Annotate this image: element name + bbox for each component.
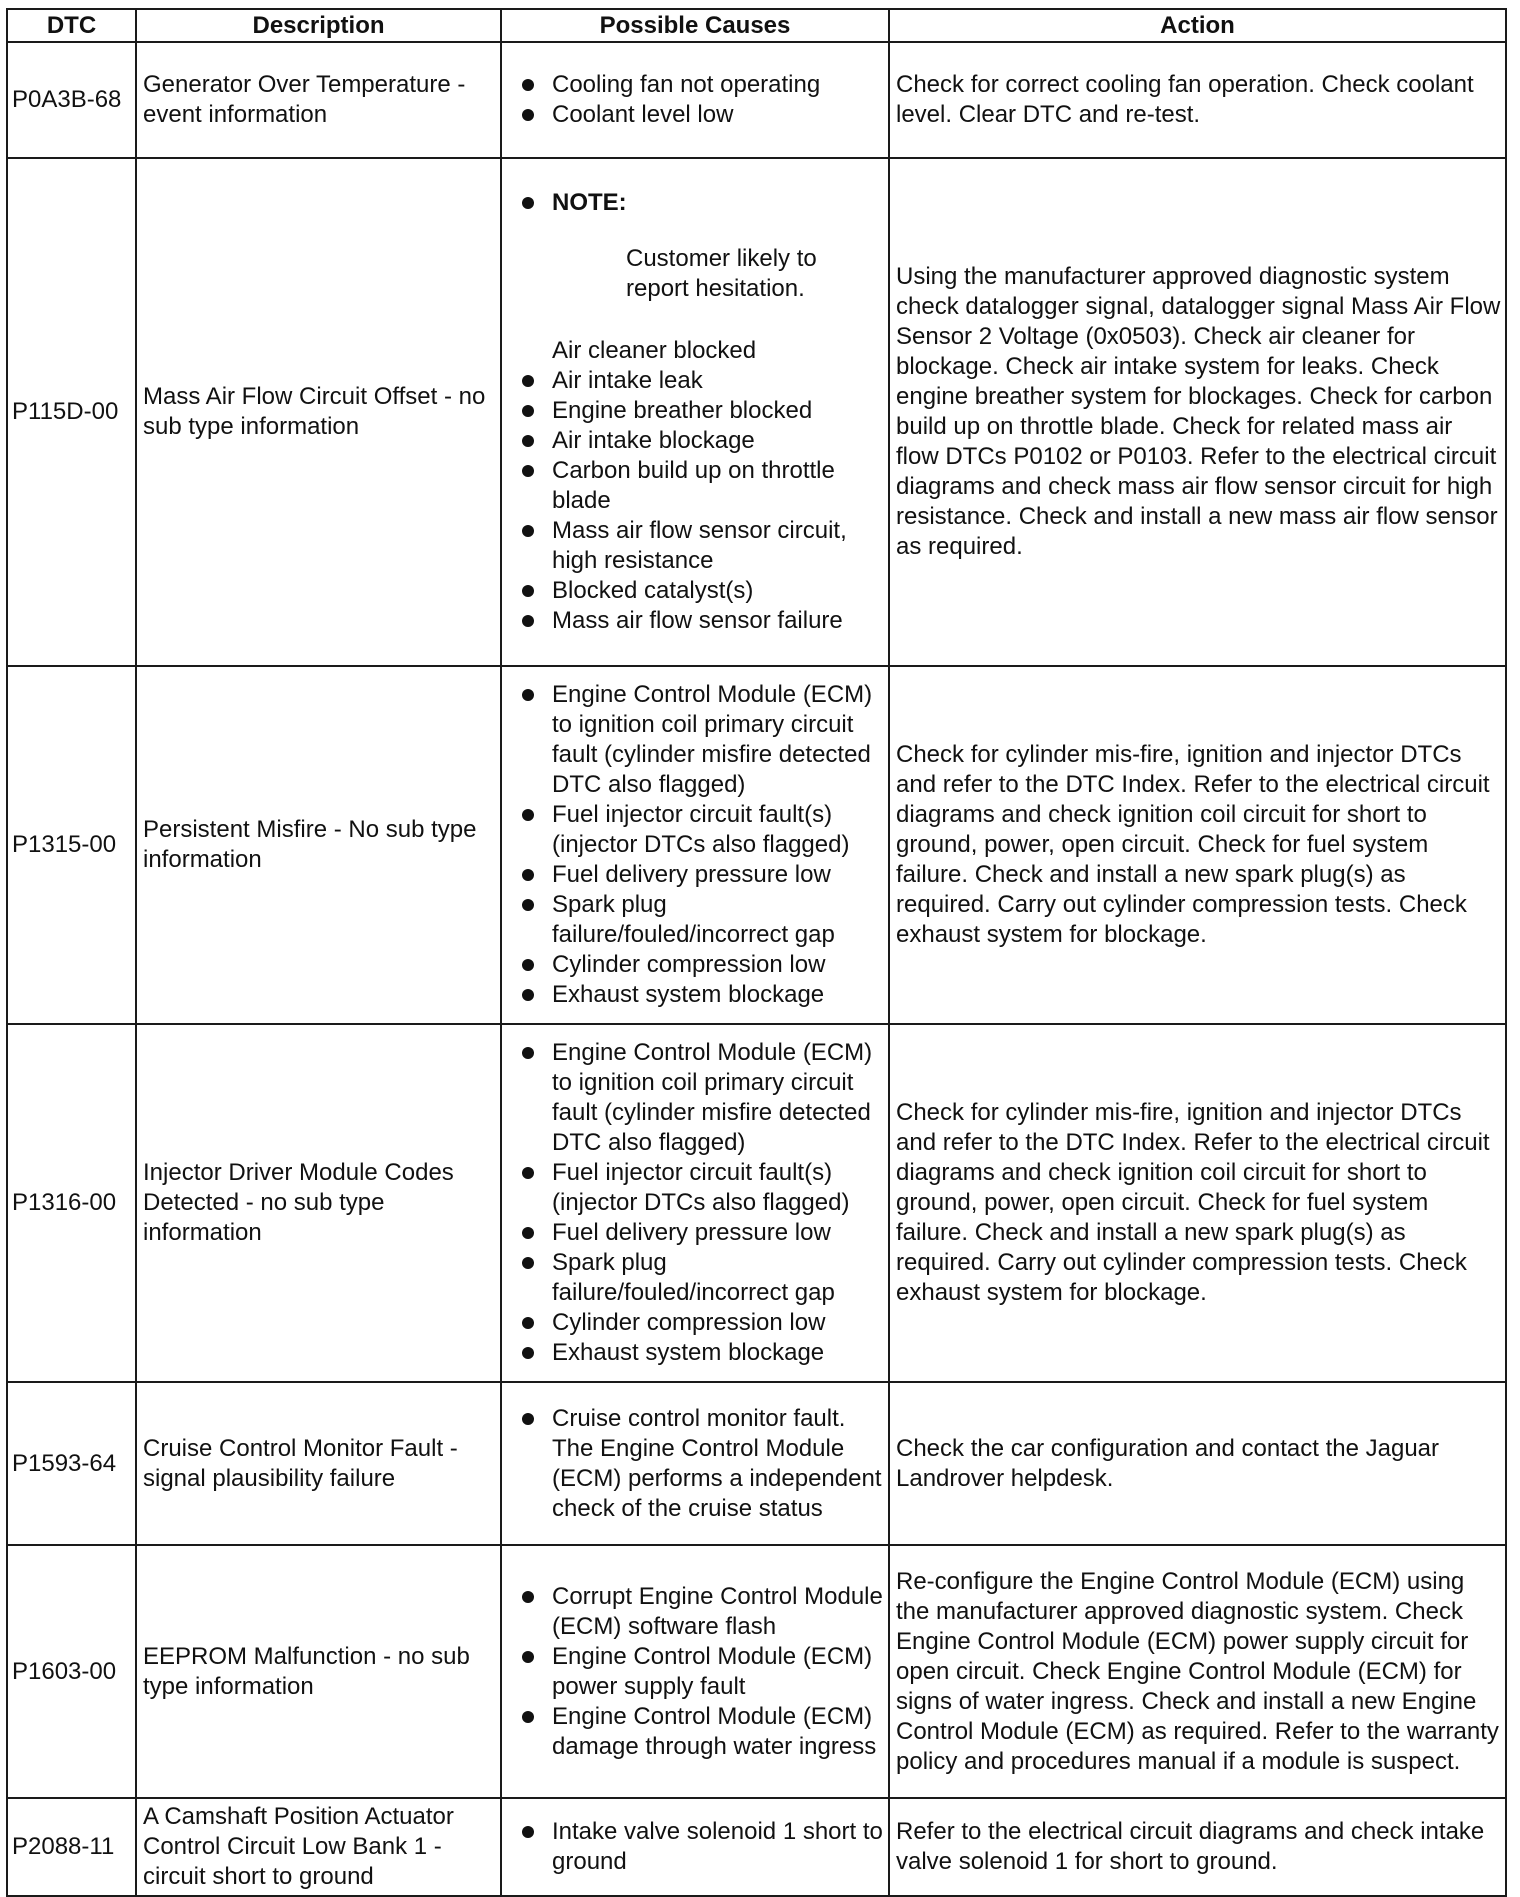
dtc-action: Check for correct cooling fan operation. Check coolant level. Clear DTC and re-test. xyxy=(889,42,1506,158)
dtc-description: Cruise Control Monitor Fault - signal plausibility failure xyxy=(136,1382,501,1545)
dtc-action: Using the manufacturer approved diagnostic system check datalogger signal, datalogger signal Mass Air Flow Sensor 2 Voltage (0x0503). Check air cleaner for blockage. Check air intake system for leaks. Check engine breather system for blockages. Check for carbon build up on throttle blade. Check for related mass air flow DTCs P0102 or P0103. Refer to the electrical circuit diagrams and check mass air flow sensor circuit for high resistance. Check and install a new mass air flow sensor as required. xyxy=(889,158,1506,666)
table-row xyxy=(7,1545,1506,1798)
dtc-description: Generator Over Temperature - event information xyxy=(136,42,501,158)
dtc-description: A Camshaft Position Actuator Control Circuit Low Bank 1 - circuit short to ground xyxy=(136,1798,501,1896)
cause-item: Engine Control Module (ECM) power supply fault xyxy=(552,1642,884,1702)
header-dtc: DTC xyxy=(7,9,136,42)
possible-causes xyxy=(501,1798,889,1896)
cause-item: Mass air flow sensor failure xyxy=(552,606,884,636)
cause-item: Intake valve solenoid 1 short to ground xyxy=(552,1818,883,1875)
cause-item: Mass air flow sensor circuit, high resistance xyxy=(552,516,884,576)
possible-causes xyxy=(501,42,889,158)
dtc-code: P0A3B-68 xyxy=(7,42,136,158)
dtc-code: P115D-00 xyxy=(7,158,136,666)
table-row xyxy=(7,1024,1506,1382)
possible-causes xyxy=(501,1024,889,1382)
table-row xyxy=(7,1382,1506,1545)
dtc-description: Mass Air Flow Circuit Offset - no sub type information xyxy=(136,158,501,666)
table-row xyxy=(7,1798,1506,1896)
cause-item: Air intake leak xyxy=(552,366,884,396)
cause-item: Carbon build up on throttle blade xyxy=(552,456,884,516)
cause-item: Engine breather blocked xyxy=(552,396,884,426)
possible-causes xyxy=(501,1545,889,1798)
possible-causes xyxy=(501,1382,889,1545)
header-description: Description xyxy=(136,9,501,42)
possible-causes xyxy=(501,158,889,666)
cause-item: Cooling fan not operating xyxy=(552,70,884,100)
cause-item: Engine Control Module (ECM) to ignition coil primary circuit fault (cylinder misfire detected DTC also flagged) xyxy=(552,680,884,800)
cause-item: Coolant level low xyxy=(552,100,884,130)
dtc-action: Check the car configuration and contact the Jaguar Landrover helpdesk. xyxy=(889,1382,1506,1545)
dtc-action: Check for cylinder mis-fire, ignition and injector DTCs and refer to the DTC Index. Refer to the electrical circuit diagrams and check ignition coil circuit for short to ground, power, open circuit. Check for fuel system failure. Check and install a new spark plug(s) as required. Carry out cylinder compression tests. Check exhaust system for blockage. xyxy=(889,1024,1506,1382)
cause-item: Exhaust system blockage xyxy=(552,980,884,1010)
cause-item: Air intake blockage xyxy=(552,426,884,456)
cause-item: Fuel delivery pressure low xyxy=(552,1218,884,1248)
dtc-table-page xyxy=(6,8,1505,1897)
dtc-code: P1316-00 xyxy=(7,1024,136,1382)
cause-item: Engine Control Module (ECM) damage through water ingress xyxy=(552,1702,884,1762)
cause-item: Fuel injector circuit fault(s) (injector DTCs also flagged) xyxy=(552,1158,884,1218)
cause-item: Exhaust system blockage xyxy=(552,1338,884,1368)
header-possible-causes: Possible Causes xyxy=(501,9,889,42)
table-header-row xyxy=(7,9,1506,42)
cause-item: Blocked catalyst(s) xyxy=(552,576,884,606)
cause-item: Fuel delivery pressure low xyxy=(552,860,884,890)
dtc-table xyxy=(6,8,1507,1897)
cause-item: Air cleaner blocked xyxy=(552,337,757,364)
table-row xyxy=(7,42,1506,158)
dtc-description: Persistent Misfire - No sub type information xyxy=(136,666,501,1024)
dtc-description: EEPROM Malfunction - no sub type information xyxy=(136,1545,501,1798)
cause-item: Cruise control monitor fault. The Engine Control Module (ECM) performs a independent check of the cruise status xyxy=(552,1404,884,1524)
cause-item: Spark plug failure/fouled/incorrect gap xyxy=(552,890,884,950)
cause-item: Cylinder compression low xyxy=(552,950,884,980)
possible-causes xyxy=(501,666,889,1024)
header-action: Action xyxy=(889,9,1506,42)
dtc-action: Refer to the electrical circuit diagrams and check intake valve solenoid 1 for short to ground. xyxy=(889,1798,1506,1896)
dtc-code: P1593-64 xyxy=(7,1382,136,1545)
cause-item: Spark plug failure/fouled/incorrect gap xyxy=(552,1248,884,1308)
table-row xyxy=(7,666,1506,1024)
cause-item: Fuel injector circuit fault(s) (injector DTCs also flagged) xyxy=(552,800,884,860)
dtc-code: P1603-00 xyxy=(7,1545,136,1798)
cause-item: Cylinder compression low xyxy=(552,1308,884,1338)
dtc-description: Injector Driver Module Codes Detected - no sub type information xyxy=(136,1024,501,1382)
cause-item: Corrupt Engine Control Module (ECM) software flash xyxy=(552,1582,883,1640)
note-text: Customer likely to report hesitation. xyxy=(626,245,817,302)
dtc-action: Re-configure the Engine Control Module (ECM) using the manufacturer approved diagnostic system. Check Engine Control Module (ECM) power supply circuit for open circuit. Check Engine Control Module (ECM) for signs of water ingress. Check and install a new Engine Control Module (ECM) as required. Refer to the warranty policy and procedures manual if a module is suspect. xyxy=(889,1545,1506,1798)
dtc-action: Check for cylinder mis-fire, ignition and injector DTCs and refer to the DTC Index. Refer to the electrical circuit diagrams and check ignition coil circuit for short to ground, power, open circuit. Check for fuel system failure. Check and install a new spark plug(s) as required. Carry out cylinder compression tests. Check exhaust system for blockage. xyxy=(889,666,1506,1024)
dtc-code: P1315-00 xyxy=(7,666,136,1024)
note-label: NOTE: xyxy=(552,189,627,216)
dtc-code: P2088-11 xyxy=(7,1798,136,1896)
note-item xyxy=(552,188,884,366)
table-row xyxy=(7,158,1506,666)
cause-item: Engine Control Module (ECM) to ignition coil primary circuit fault (cylinder misfire detected DTC also flagged) xyxy=(552,1038,884,1158)
